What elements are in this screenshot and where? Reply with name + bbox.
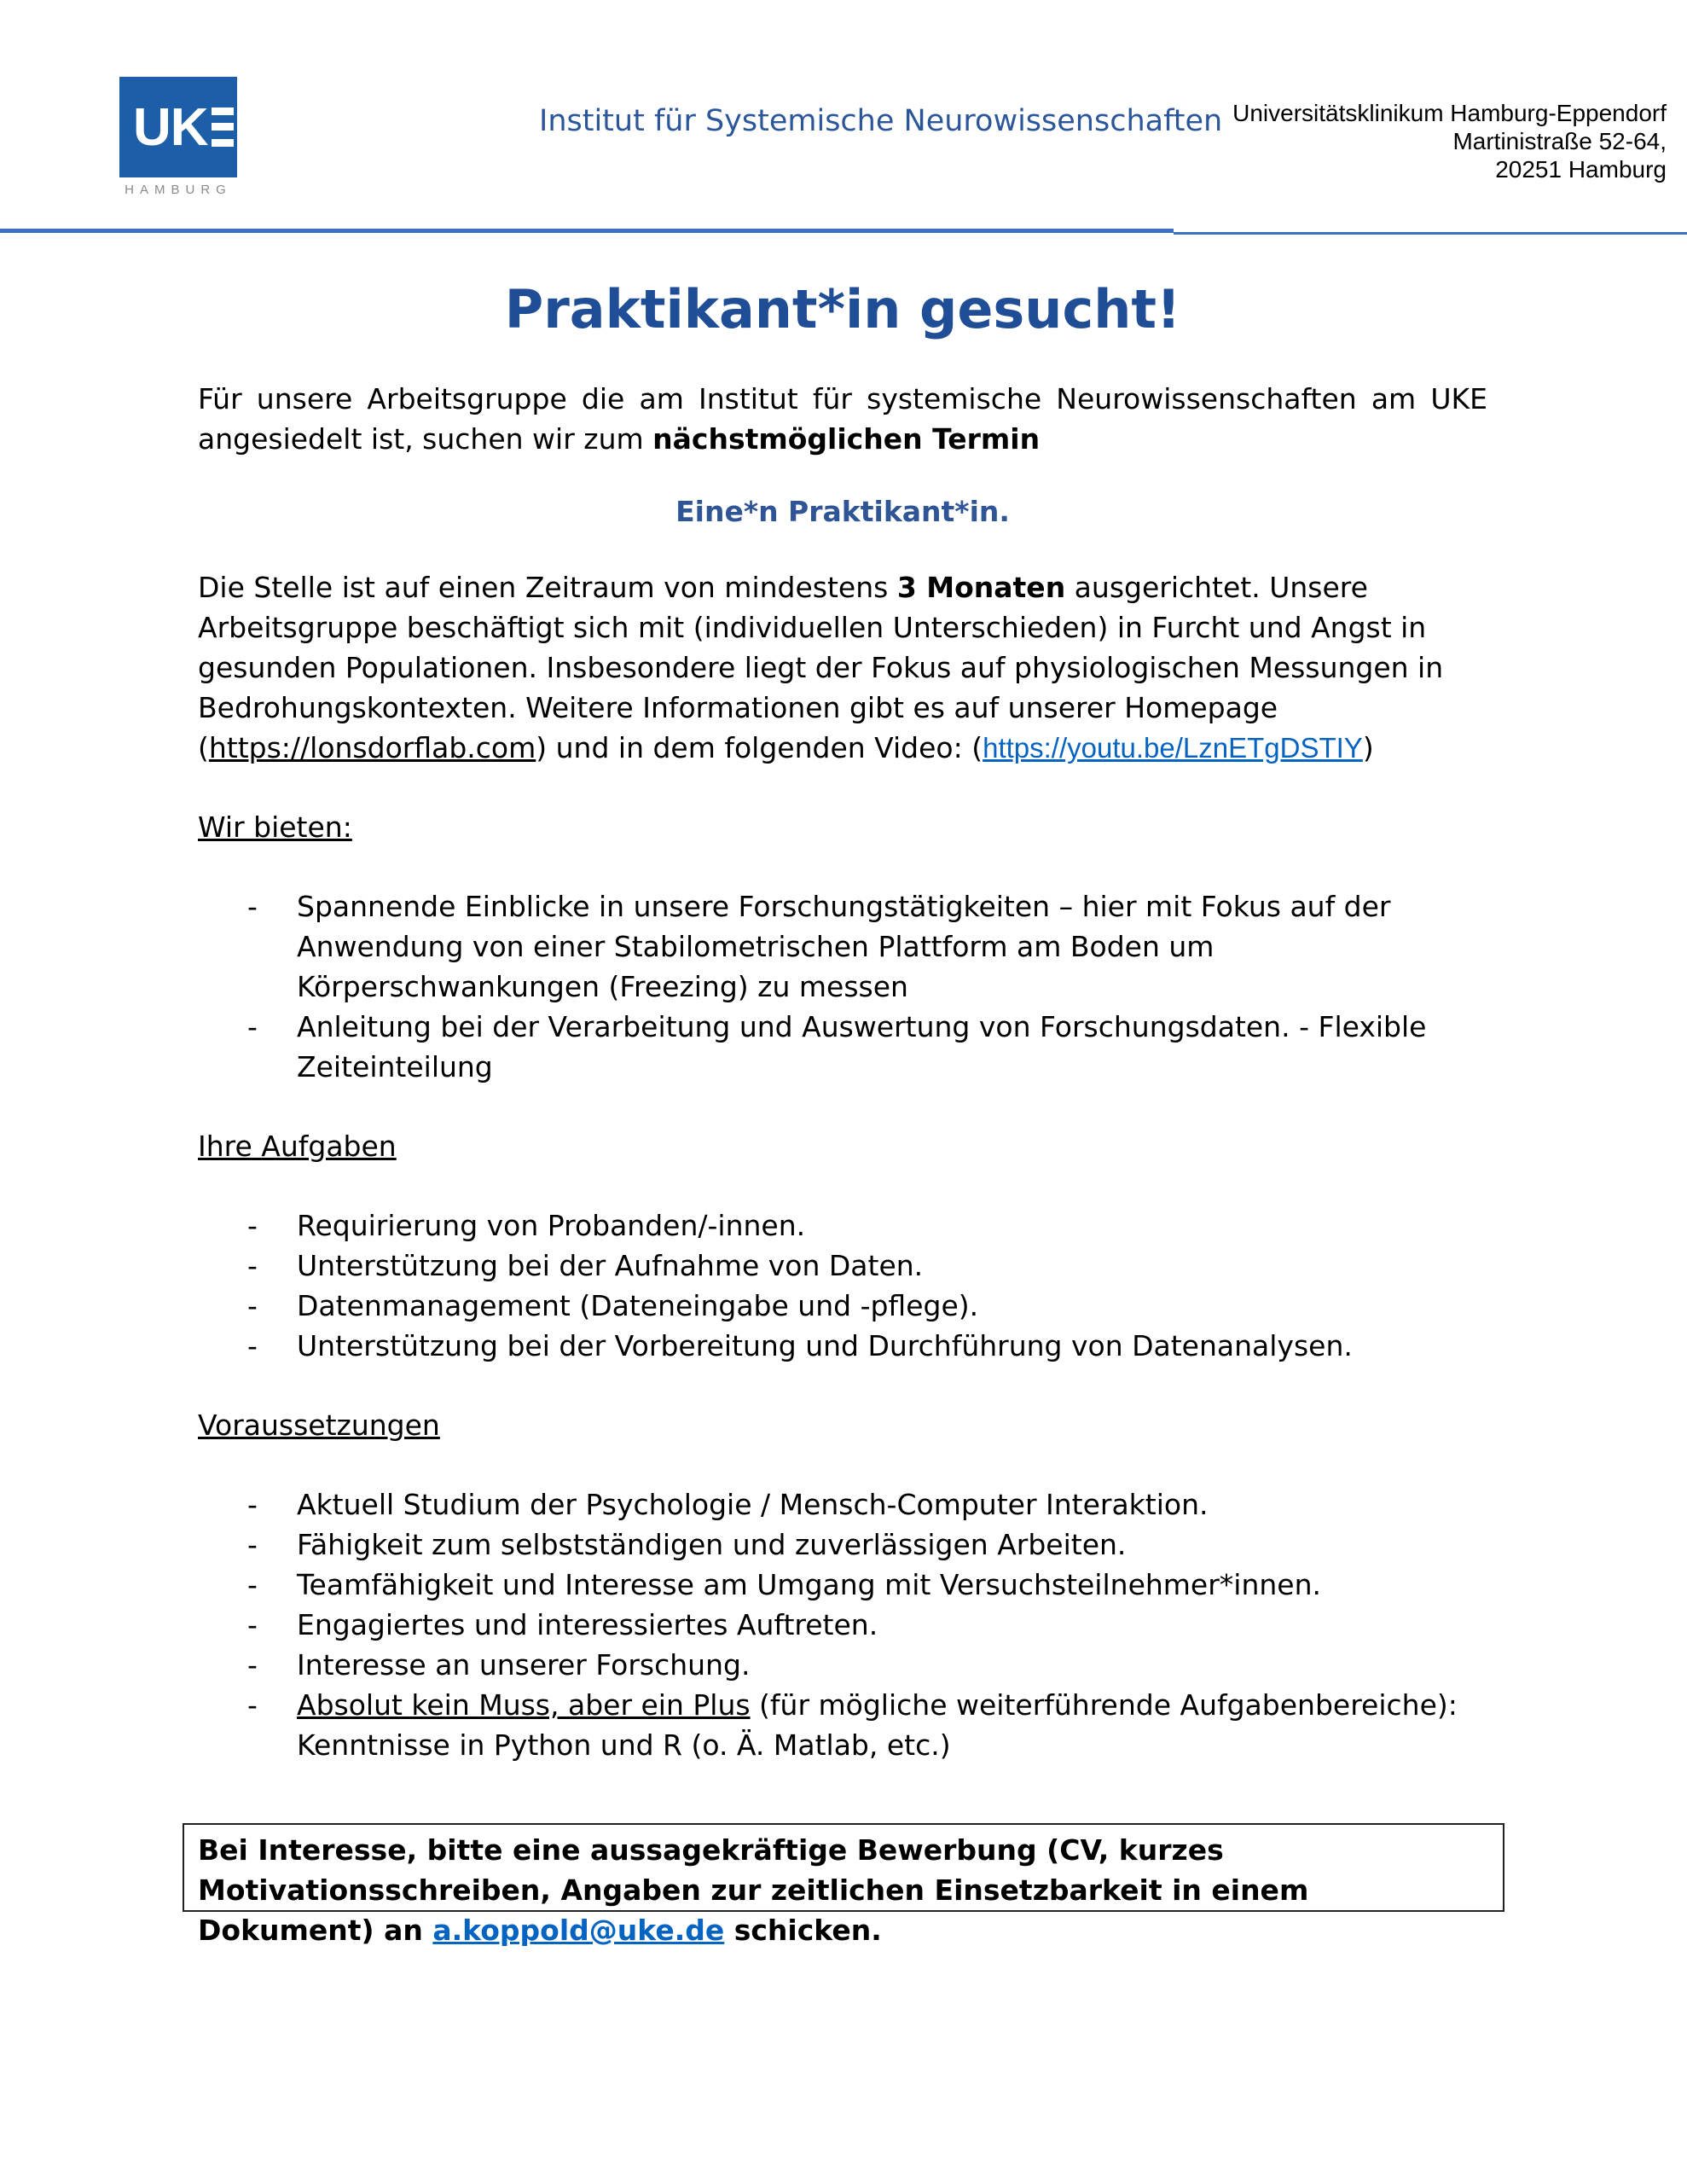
dash-bullet: - — [247, 1289, 258, 1322]
uke-logo-box — [119, 77, 237, 177]
intro-paragraph — [198, 379, 1487, 459]
page-title: Praktikant*in gesucht! — [504, 278, 1181, 340]
header-divider-right — [1174, 232, 1687, 235]
list-item-text: Anleitung bei der Verarbeitung und Auswertung von Forschungsdaten. - Flexible Zeiteinteilung — [297, 1010, 1427, 1083]
list-item-text: (für mögliche weiterführende Aufgabenbereiche): Kenntnisse in Python und R (o. Ä. Matlab, etc.) — [297, 1688, 1458, 1762]
list-item-text: Spannende Einblicke in unsere Forschungstätigkeiten – hier mit Fokus auf der Anwendung von einer Stabilometrischen Plattform am Boden um Körperschwankungen (Freezing) zu messen — [297, 890, 1391, 1003]
description-text: ) — [1362, 731, 1374, 764]
position-subtitle: Eine*n Praktikant*in. — [675, 495, 1010, 528]
dash-bullet: - — [247, 1608, 258, 1641]
list-item — [198, 1605, 1487, 1645]
list-item — [198, 1205, 1487, 1246]
dash-bullet: - — [247, 1648, 258, 1682]
list-item — [198, 1525, 1487, 1565]
list-item-text: Requirierung von Probanden/-innen. — [297, 1209, 806, 1242]
address-line: 20251 Hamburg — [1495, 156, 1667, 183]
list-item — [198, 1007, 1487, 1087]
list-item — [198, 1286, 1487, 1326]
list-item-text: Teamfähigkeit und Interesse am Umgang mit Versuchsteilnehmer*innen. — [297, 1568, 1322, 1601]
dash-bullet: - — [247, 1209, 258, 1242]
contact-text: Bei Interesse, bitte eine aussagekräftige Bewerbung (CV, kurzes Motivationsschreiben, Angaben zur zeitlichen Einsetzbarkeit in einem Dokument) an — [198, 1833, 1309, 1947]
intro-bold: nächstmöglichen Termin — [652, 422, 1041, 456]
list-item — [198, 1685, 1487, 1765]
list-item-text: Engagiertes und interessiertes Auftreten. — [297, 1608, 878, 1641]
requirements-list — [198, 1484, 1487, 1765]
dash-bullet: - — [247, 1688, 258, 1722]
plus-note-underlined: Absolut kein Muss, aber ein Plus — [297, 1688, 751, 1722]
dash-bullet: - — [247, 1010, 258, 1043]
dash-bullet: - — [247, 1329, 258, 1362]
list-item — [198, 1565, 1487, 1605]
homepage-link[interactable]: https://lonsdorflab.com — [208, 731, 536, 764]
uke-logo — [119, 77, 246, 203]
video-link[interactable]: https://youtu.be/LznETgDSTIY — [983, 732, 1363, 764]
uke-logo-subtext: HAMBURG — [125, 183, 232, 197]
list-item — [198, 1645, 1487, 1685]
offer-list — [198, 886, 1487, 1087]
description-text: ) und in dem folgenden Video: ( — [536, 731, 983, 764]
contact-box — [183, 1823, 1504, 1947]
requirements-heading: Voraussetzungen — [198, 1409, 440, 1442]
uke-logo-text: UK — [133, 97, 208, 157]
contact-suffix: schicken. — [724, 1914, 882, 1947]
list-item-text: Datenmanagement (Dateneingabe und -pflege). — [297, 1289, 979, 1322]
document-body — [198, 271, 1487, 1804]
dash-bullet: - — [247, 1528, 258, 1561]
list-item-text: Unterstützung bei der Vorbereitung und Durchführung von Datenanalysen. — [297, 1329, 1353, 1362]
dash-bullet: - — [247, 1568, 258, 1601]
list-item — [198, 1326, 1487, 1366]
tasks-heading: Ihre Aufgaben — [198, 1130, 397, 1163]
list-item-text: Fähigkeit zum selbstständigen und zuverlässigen Arbeiten. — [297, 1528, 1127, 1561]
list-item — [198, 1246, 1487, 1286]
description-text: Die Stelle ist auf einen Zeitraum von mindestens — [198, 571, 897, 604]
list-item — [198, 1484, 1487, 1525]
dash-bullet: - — [247, 890, 258, 923]
email-link[interactable]: a.koppold@uke.de — [432, 1914, 725, 1947]
intro-text: Für unsere Arbeitsgruppe die am Institut für systemische Neurowissenschaften am UKE angesiedelt ist, suchen wir zum — [198, 382, 1487, 456]
duration-bold: 3 Monaten — [896, 571, 1066, 604]
address-line: Martinistraße 52-64, — [1452, 128, 1667, 154]
address-line: Universitätsklinikum Hamburg-Eppendorf — [1232, 100, 1667, 126]
list-item — [198, 886, 1487, 1007]
dash-bullet: - — [247, 1488, 258, 1521]
header-divider — [0, 229, 1174, 233]
list-item-text: Interesse an unserer Forschung. — [297, 1648, 751, 1682]
description-text: ausgerichtet. Unsere Arbeitsgruppe beschäftigt sich mit (individuellen Unterschieden) in Furcht und Angst in gesunden Populationen. Insbesondere liegt der Fokus auf physiologischen Messungen in Bedrohungskontexten. Weitere Informationen gibt es auf unserer Homepage ( — [198, 571, 1444, 764]
description-paragraph — [198, 567, 1487, 768]
offer-heading: Wir bieten: — [198, 810, 352, 844]
list-item-text: Aktuell Studium der Psychologie / Mensch-Computer Interaktion. — [297, 1488, 1209, 1521]
institute-name: Institut für Systemische Neurowissenschaften — [539, 104, 1223, 138]
list-item-text: Unterstützung bei der Aufnahme von Daten. — [297, 1249, 924, 1282]
dash-bullet: - — [247, 1249, 258, 1282]
tasks-list — [198, 1205, 1487, 1366]
uke-logo-e-icon — [212, 107, 234, 147]
address-block — [1232, 99, 1667, 183]
